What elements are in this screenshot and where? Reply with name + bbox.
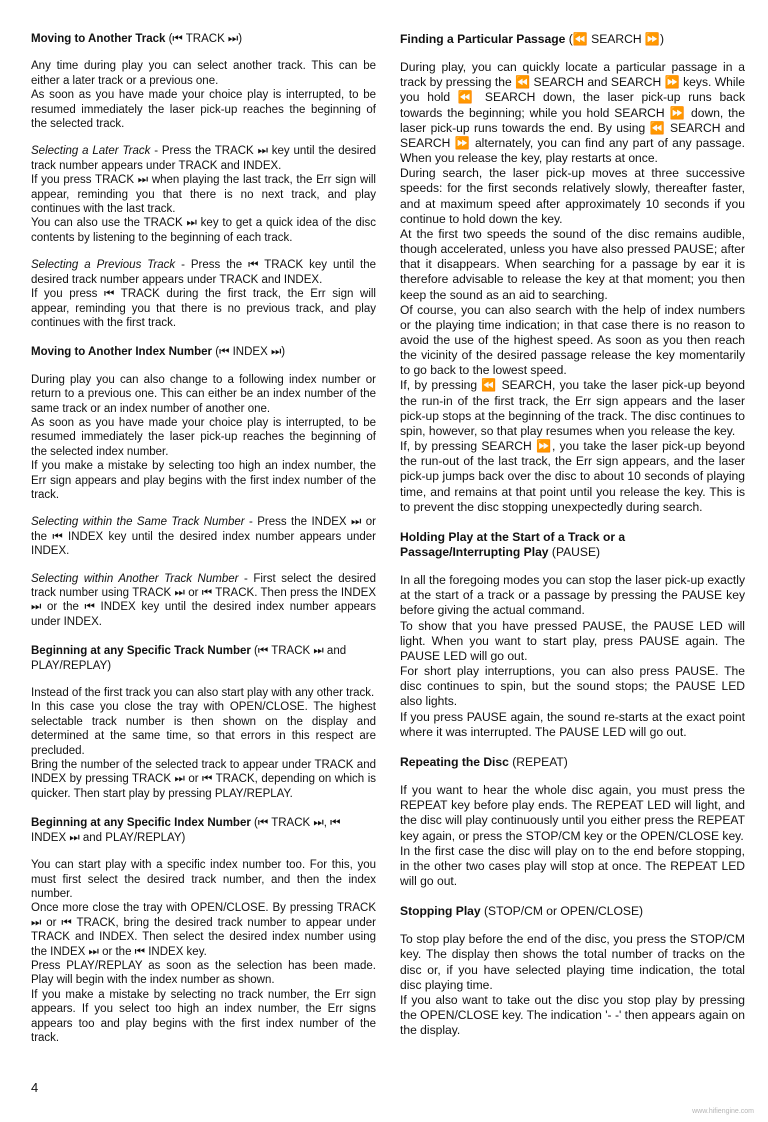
paragraph: For short play interruptions, you can also press PAUSE. The disc continues to spin, but the sound stops; the PAUSE LED also lights. — [400, 664, 745, 709]
paragraph: During play, you can quickly locate a particular passage in a track by pressing the ⏪ SEARCH and SEARCH ⏩ keys. While you hold ⏪ SEARCH down, the laser pick-up runs back towards the beginning; while you hold SEARCH ⏩ down, the laser pick-up runs towards the end. By using ⏪ SEARCH and SEARCH ⏩ alternately, you can find any part of any passage. When you release the key, play restarts at once. — [400, 60, 745, 166]
paragraph: To show that you have pressed PAUSE, the PAUSE LED will light. When you want to start play, press PAUSE again. The PAUSE LED will go out. — [400, 618, 745, 663]
paragraph: Bring the number of the selected track to appear under TRACK and INDEX by pressing TRACK ⏭ or ⏮ TRACK, depending on which is quicker. Then start play by pressing PLAY/REPLAY. — [31, 759, 376, 800]
section-heading-another-track: Moving to Another Track (⏮ TRACK ⏭) — [31, 33, 243, 45]
section-heading-stopping-play: Stopping Play (STOP/CM or OPEN/CLOSE) — [400, 904, 644, 919]
paragraph: If you want to hear the whole disc again, you must press the REPEAT key before play ends. The REPEAT LED will light, and the disc will play continuously until you either press the REPEAT key again, or press the STOP/CM key or the OPEN/CLOSE key. — [400, 783, 745, 843]
paragraph: Selecting within the Same Track Number - Press the INDEX ⏭ or the ⏮ INDEX key until the desired index number appears under INDEX. — [31, 516, 376, 558]
section-heading-specific-track: Beginning at any Specific Track Number (⏮ TRACK ⏭ and PLAY/REPLAY) — [31, 645, 347, 672]
paragraph: If, by pressing ⏪ SEARCH, you take the laser pick-up beyond the run-in of the first track, the Err sign appears and the laser pick-up stops at the beginning of the track. The disc continues to spin, however, so that play resumes when you release the key. — [400, 378, 745, 438]
section-heading-specific-index: Beginning at any Specific Index Number (⏮ TRACK ⏭, ⏮ INDEX ⏭ and PLAY/REPLAY) — [31, 817, 341, 844]
paragraph: During search, the laser pick-up moves at three successive speeds: for the first seconds relatively slowly, thereafter faster, and at maximum speed after approximately 10 seconds if you continue to hold down the key. — [400, 166, 745, 226]
paragraph: Press PLAY/REPLAY as soon as the selection has been made. Play will begin with the index number as shown. — [31, 959, 376, 987]
paragraph: If you make a mistake by selecting no track number, the Err sign appears. If you select too high an index number, the Err signs appears too and play begins with the first index number of the track. — [31, 988, 376, 1044]
paragraph: If you also want to take out the disc you stop play by pressing the OPEN/CLOSE key. The indication '- -' then appears again on the display. — [400, 992, 746, 1038]
paragraph: If you press TRACK ⏭ when playing the last track, the Err sign will appear, reminding you that there is no next track, and play continues with the last track. — [31, 174, 376, 216]
paragraph: If you press ⏮ TRACK during the first track, the Err sign will appear, reminding you that there is no previous track, and play continues with the first track. — [31, 288, 376, 329]
paragraph: Selecting a Later Track - Press the TRACK ⏭ key until the desired track number appears under TRACK and INDEX. — [31, 145, 376, 172]
paragraph: Any time during play you can select another track. This can be either a later track or a previous one. — [31, 60, 376, 87]
paragraph: In the first case the disc will play on to the end before stopping, in the other two cases play will stop at once. The REPEAT LED will go out. — [400, 843, 745, 888]
section-heading-repeating-disc: Repeating the Disc (REPEAT) — [400, 754, 568, 769]
section-heading-finding-passage: Finding a Particular Passage (⏪ SEARCH ⏩) — [400, 32, 665, 46]
paragraph: You can also use the TRACK ⏭ key to get a quick idea of the disc contents by listening to the beginning of each track. — [31, 217, 376, 244]
section-heading-another-index: Moving to Another Index Number (⏮ INDEX ⏭) — [31, 346, 286, 359]
paragraph: During play you can also change to a following index number or return to a previous one. This can either be an index number of the same track or an index number of another one. — [31, 373, 376, 415]
paragraph: Of course, you can also search with the help of index numbers or the playing time indication; in that case there is no reason to avoid the use of the highest speed. As soon as you then reach the vicinity of the desired passage release the key momentarily to go back to the lowest speed. — [400, 302, 745, 378]
paragraph: In all the foregoing modes you can stop the laser pick-up exactly at the start of a track or a passage by pressing the PAUSE key before giving the actual command. — [400, 573, 745, 618]
paragraph: Selecting a Previous Track - Press the ⏮ TRACK key until the desired track number appears under TRACK and INDEX. — [31, 259, 376, 286]
page-number: 4 — [31, 1080, 39, 1095]
paragraph: If, by pressing SEARCH ⏩, you take the laser pick-up beyond the run-out of the last track, the Err sign appears, and the laser pick-up jumps back over the disc to about 10 seconds of playing time, and remains at that point until you release the key. This is to prevent the disc stopping unexpectedly during search. — [400, 439, 745, 514]
paragraph: If you make a mistake by selecting too high an index number, the Err sign appears and play begins with the first index number of the track. — [31, 460, 376, 501]
paragraph: To stop play before the end of the disc, you press the STOP/CM key. The display then shows the total number of tracks on the disc or, if you have selected playing time indication, the total disc playing time. — [400, 932, 745, 992]
paragraph: At the first two speeds the sound of the disc remains audible, though accelerated, unless you have also pressed PAUSE; after that it disappears. When searching for a passage by ear it is therefore advisable to release the key at that moment; you then keep the sound as an aid to searching. — [400, 226, 745, 302]
paragraph: Once more close the tray with OPEN/CLOSE. By pressing TRACK ⏭ or ⏮ TRACK, bring the desired track number to appear under TRACK and INDEX. Then select the desired index number using the INDEX ⏭ or the ⏮ INDEX key. — [31, 902, 376, 958]
paragraph: Selecting within Another Track Number - First select the desired track number using TRACK ⏭ or ⏮ TRACK. Then press the INDEX ⏭ or the ⏮ INDEX key until the desired index number appears under INDEX. — [31, 572, 376, 628]
paragraph: In this case you close the tray with OPEN/CLOSE. The highest selectable track number is then shown on the display and determined at the same time, so that errors in this respect are precluded. — [31, 701, 376, 757]
paragraph: As soon as you have made your choice play is interrupted, to be resumed immediately the laser pick-up reaches the beginning of the selected index number. — [31, 416, 376, 458]
paragraph: Instead of the first track you can also start play with any other track. — [31, 687, 375, 700]
section-heading-holding-play: Holding Play at the Start of a Track or a Passage/Interrupting Play (PAUSE) — [400, 529, 626, 559]
paragraph: If you press PAUSE again, the sound re-starts at the exact point where it was interrupted. The PAUSE LED will go out. — [400, 709, 745, 739]
paragraph: You can start play with a specific index number too. For this, you must first select the desired track number, and then the index number. — [31, 859, 376, 900]
watermark: www.hifiengine.com — [692, 1108, 754, 1115]
right-column — [400, 32, 745, 1038]
left-column — [31, 32, 376, 1045]
paragraph: As soon as you have made your choice play is interrupted, to be resumed immediately the laser pick-up reaches the beginning of the selected track. — [31, 89, 376, 131]
